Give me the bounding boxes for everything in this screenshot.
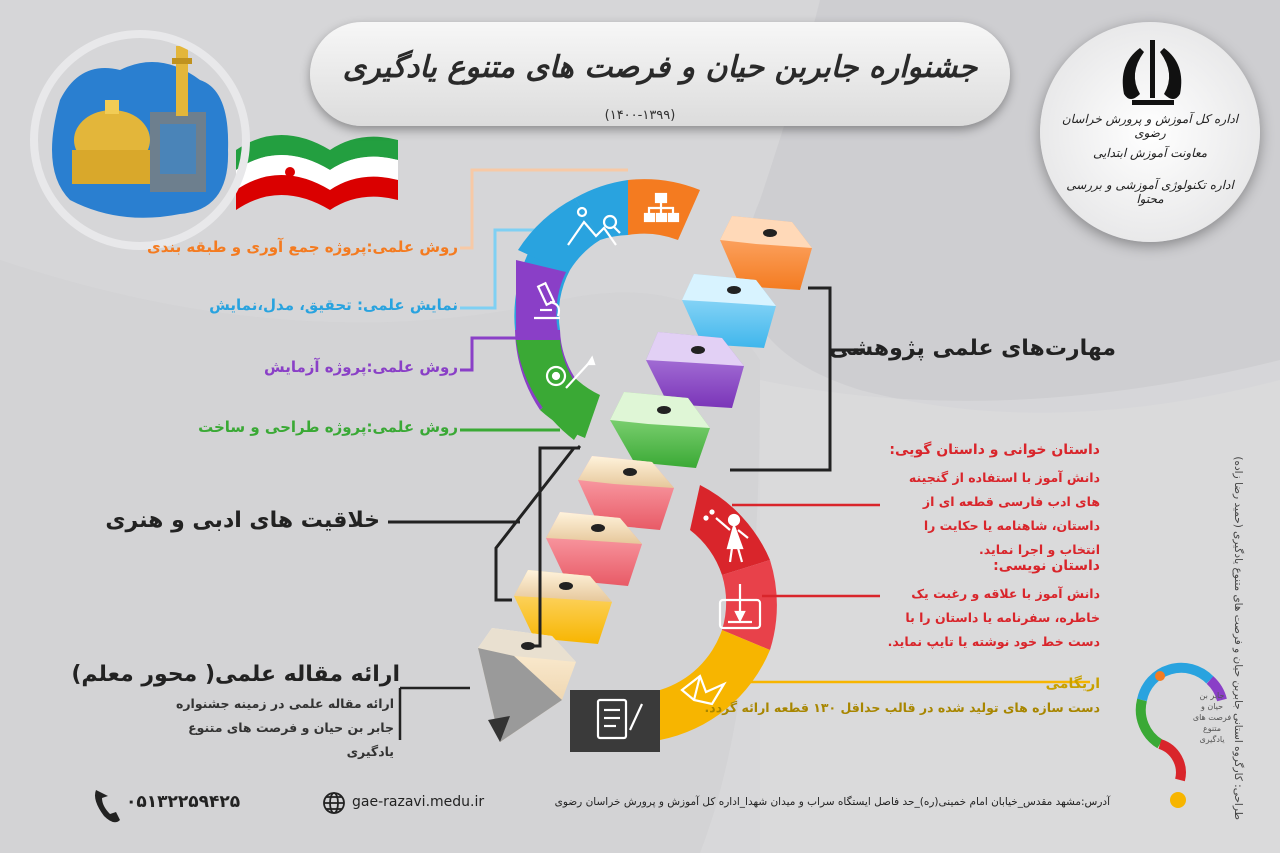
research-heading: مهارت‌های علمی پژوهشی	[829, 336, 1116, 361]
phone-number[interactable]: ۰۵۱۳۲۲۵۹۴۲۵	[126, 792, 241, 812]
research-item-experiment: روش علمی:پروژه آزمایش	[263, 358, 458, 376]
writing-text: دانش آموز با علاقه و رغبت یک خاطره، سفرنامه یا داستان را با دست خط خود نوشته یا تایپ نماید.	[887, 586, 1100, 649]
segment-orange	[628, 179, 700, 240]
article-text: ارائه مقاله علمی در زمینه جشنواره جابر بن حیان و فرصت های متنوع یادگیری	[175, 696, 394, 759]
page-title: جشنواره جابربن حیان و فرصت های متنوع یادگیری	[342, 50, 978, 85]
org-line-3: اداره تکنولوژی آموزشی و بررسی محتوا	[1066, 178, 1234, 206]
org-line-2: معاونت آموزش ابتدایی	[1092, 146, 1208, 160]
emblem-holder	[1118, 34, 1188, 110]
website-link[interactable]: gae-razavi.medu.ir	[352, 794, 485, 810]
research-item-exhibition: نمایش علمی: تحقیق، مدل،نمایش	[209, 296, 458, 314]
year-range: (۱۴۰۰-۱۳۹۹)	[604, 108, 676, 123]
festival-logo-text: جابر بن حیان و فرصت های متنوع یادگیری	[1192, 691, 1232, 744]
origami-text: دست سازه های تولید شده در قالب حداقل ۱۳۰ قطعه ارائه گردد.	[704, 700, 1100, 715]
research-item-collection: روش علمی:پروژه جمع آوری و طبقه بندی	[147, 238, 458, 256]
designer-credit: طراحی: کارگروه استانی جابربن حیان و فرصت های متنوع یادگیری (حمید رضا زاده)	[1232, 456, 1244, 820]
org-line-1: اداره کل آموزش و پرورش خراسان رضوی	[1061, 112, 1239, 140]
origami-title: اریگامی	[1045, 676, 1100, 692]
writing-title: داستان نویسی:	[993, 558, 1100, 574]
iran-flag	[236, 135, 398, 210]
article-heading: ارائه مقاله علمی( محور معلم)	[71, 662, 400, 687]
literary-heading: خلاقیت های ادبی و هنری	[105, 508, 380, 533]
research-item-design: روش علمی:پروژه طراحی و ساخت	[198, 418, 458, 436]
storytelling-text: دانش آموز با استفاده از گنجینه های ادب فارسی قطعه ای از داستان، شاهنامه یا حکایت را انتخاب و اجرا نماید.	[908, 470, 1100, 557]
address-text: آدرس:مشهد مقدس_خیابان امام خمینی(ره)_حد فاصل ایستگاه سراب و میدان شهدا_اداره کل آموزش و پرورش خراسان رضوی	[554, 796, 1110, 808]
storytelling-title: داستان خوانی و داستان گویی:	[889, 442, 1100, 458]
shrine-badge	[30, 30, 250, 250]
